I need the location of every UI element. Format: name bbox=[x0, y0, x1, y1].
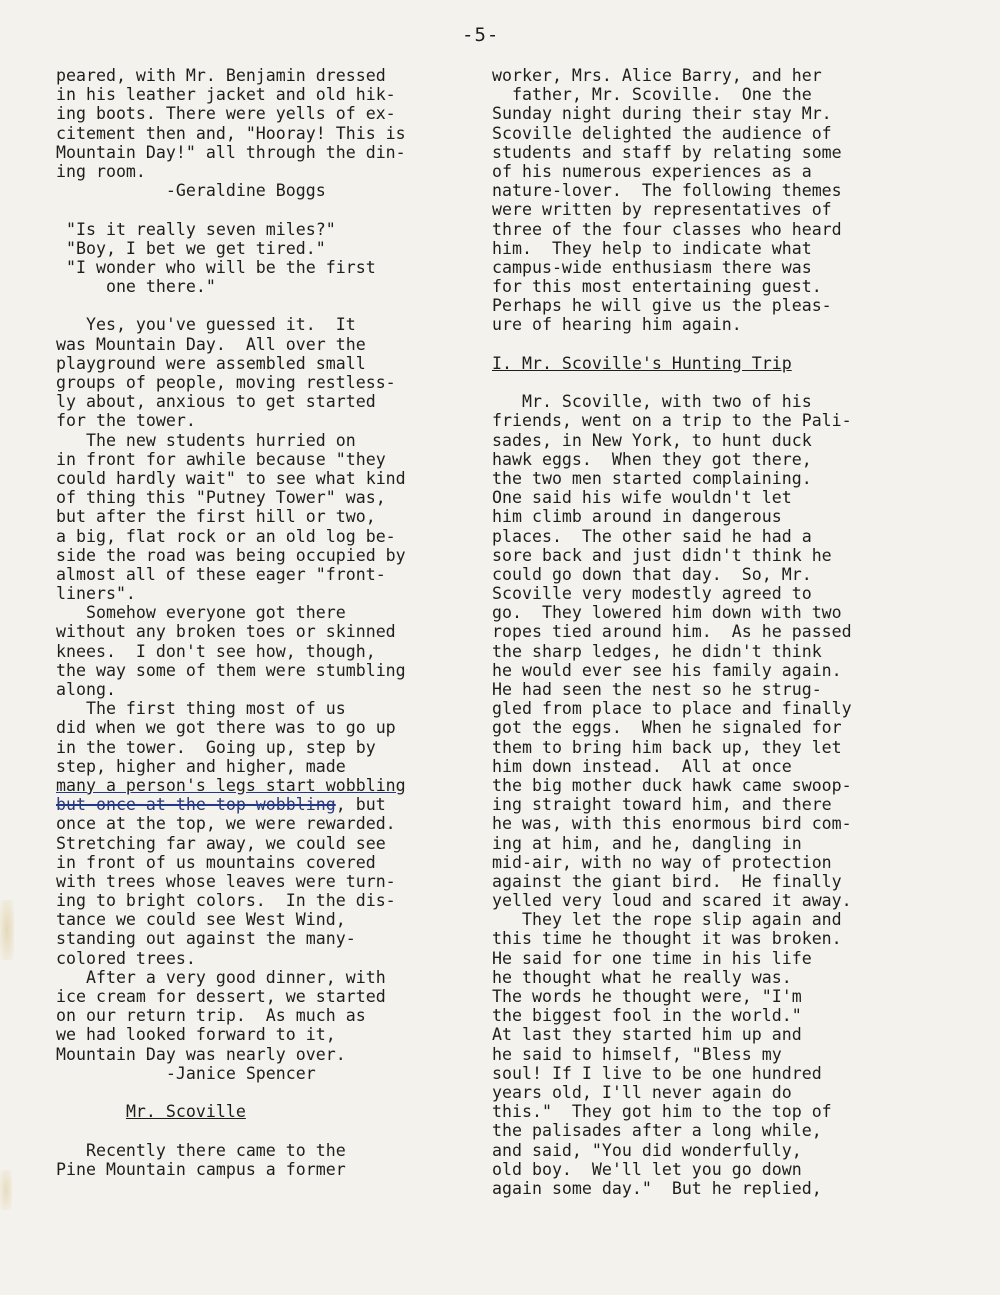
text-line: ing room. bbox=[56, 161, 146, 181]
text-line: Recently there came to the bbox=[56, 1140, 346, 1160]
text-line: students and staff by relating some bbox=[492, 142, 842, 162]
text-line: knees. I don't see how, though, bbox=[56, 641, 376, 661]
text-line: He said for one time in his life bbox=[492, 948, 812, 968]
text-line: Scoville very modestly agreed to bbox=[492, 584, 812, 604]
text-line: did when we got there was to go up bbox=[56, 718, 396, 738]
paper-stain bbox=[0, 900, 14, 960]
text-line: -Janice Spencer bbox=[56, 1063, 316, 1083]
text-line: The first thing most of us bbox=[56, 699, 346, 719]
text-line: standing out against the many- bbox=[56, 929, 356, 949]
text-line: he thought what he really was. bbox=[492, 967, 792, 987]
paper-stain bbox=[0, 1170, 12, 1210]
text-line: we had looked forward to it, bbox=[56, 1025, 336, 1045]
text-line: without any broken toes or skinned bbox=[56, 622, 396, 642]
text-line: the big mother duck hawk came swoop- bbox=[492, 775, 852, 795]
text-line: They let the rope slip again and bbox=[492, 910, 842, 930]
text-line: ing straight toward him, and there bbox=[492, 795, 832, 815]
text-line: in front for awhile because "they bbox=[56, 449, 386, 469]
text-line: but after the first hill or two, bbox=[56, 507, 376, 527]
text-line: him down instead. All at once bbox=[492, 756, 792, 776]
text-line: ing to bright colors. In the dis- bbox=[56, 891, 396, 911]
text-line: the palisades after a long while, bbox=[492, 1121, 822, 1141]
text-line: once at the top, we were rewarded. bbox=[56, 814, 396, 834]
text-line: against the giant bird. He finally bbox=[492, 871, 842, 891]
text-line: three of the four classes who heard bbox=[492, 219, 842, 239]
text-line bbox=[492, 373, 922, 392]
text-line bbox=[56, 1083, 478, 1102]
text-line: one there." bbox=[56, 277, 216, 297]
text-line: friends, went on a trip to the Pali- bbox=[492, 411, 852, 431]
text-line: hawk eggs. When they got there, bbox=[492, 449, 812, 469]
text-line: "Is it really seven miles?" bbox=[56, 219, 336, 239]
text-line: nature-lover. The following themes bbox=[492, 181, 842, 201]
left-column bbox=[56, 66, 478, 1179]
text-line: ure of hearing him again. bbox=[492, 315, 742, 335]
text-line: almost all of these eager "front- bbox=[56, 564, 386, 584]
text-line: he was, with this enormous bird com- bbox=[492, 814, 852, 834]
text-line: colored trees. bbox=[56, 948, 196, 968]
text-line: was Mountain Day. All over the bbox=[56, 334, 366, 354]
text-line: of his numerous experiences as a bbox=[492, 161, 812, 181]
text-line: old boy. We'll let you go down bbox=[492, 1159, 802, 1179]
text-line: After a very good dinner, with bbox=[56, 967, 386, 987]
text-line: The words he thought were, "I'm bbox=[492, 987, 802, 1006]
text-line: liners". bbox=[56, 584, 136, 604]
text-line: got the eggs. When he signaled for bbox=[492, 718, 842, 738]
text-line: Yes, you've guessed it. It bbox=[56, 315, 356, 335]
text-line: "Boy, I bet we get tired." bbox=[56, 238, 326, 258]
text-line: him. They help to indicate what bbox=[492, 238, 812, 258]
text-line: yelled very loud and scared it away. bbox=[492, 891, 852, 911]
text-line: a big, flat rock or an old log be- bbox=[56, 526, 396, 546]
text-line: with trees whose leaves were turn- bbox=[56, 871, 396, 891]
text-line: campus-wide enthusiasm there was bbox=[492, 257, 812, 277]
text-line: Somehow everyone got there bbox=[56, 603, 346, 623]
text-line: years old, I'll never again do bbox=[492, 1082, 792, 1102]
text-line: step, higher and higher, made bbox=[56, 756, 346, 776]
text-line bbox=[56, 1102, 478, 1121]
text-line: this time he thought it was broken. bbox=[492, 929, 842, 949]
text-line: The new students hurried on bbox=[56, 430, 356, 450]
right-column bbox=[492, 66, 922, 1198]
page-number: -5- bbox=[462, 24, 500, 46]
text-line: Perhaps he will give us the pleas- bbox=[492, 296, 832, 316]
text-line: ing boots. There were yells of ex- bbox=[56, 104, 396, 124]
text-line: groups of people, moving restless- bbox=[56, 373, 396, 392]
text-line: were written by representatives of bbox=[492, 200, 832, 220]
text-line bbox=[56, 296, 478, 315]
text-line: could go down that day. So, Mr. bbox=[492, 564, 812, 584]
text-line: along. bbox=[56, 680, 116, 699]
text-line: tance we could see West Wind, bbox=[56, 910, 346, 930]
text-line: sore back and just didn't think he bbox=[492, 545, 832, 565]
text-line: -Geraldine Boggs bbox=[56, 181, 326, 201]
text-line: the two men started complaining. bbox=[492, 468, 812, 488]
text-line: Mountain Day was nearly over. bbox=[56, 1044, 346, 1064]
text-line: for the tower. bbox=[56, 411, 196, 431]
text-line: and said, "You did wonderfully, bbox=[492, 1140, 802, 1160]
text-line: of thing this "Putney Tower" was, bbox=[56, 488, 386, 508]
text-line: in his leather jacket and old hik- bbox=[56, 85, 396, 105]
text-line: Stretching far away, we could see bbox=[56, 833, 386, 853]
text-line: places. The other said he had a bbox=[492, 526, 812, 546]
text-line: Scoville delighted the audience of bbox=[492, 123, 832, 143]
section-heading: Mr. Scoville bbox=[125, 1102, 246, 1122]
text-line: side the road was being occupied by bbox=[56, 545, 406, 565]
text-line: At last they started him up and bbox=[492, 1025, 802, 1045]
text-line: the way some of them were stumbling bbox=[56, 660, 406, 680]
text-line: mid-air, with no way of protection bbox=[492, 852, 832, 872]
text-line: for this most entertaining guest. bbox=[492, 277, 822, 297]
text-line: citement then and, "Hooray! This is bbox=[56, 123, 406, 143]
text-line: many a person's legs start wobbling bbox=[56, 775, 406, 795]
text-line: gled from place to place and finally bbox=[492, 699, 852, 719]
section-heading: I. Mr. Scoville's Hunting Trip bbox=[492, 353, 792, 373]
text-line: but once at the top wobbling, but bbox=[56, 795, 386, 815]
text-line: this." They got him to the top of bbox=[492, 1102, 832, 1122]
text-line: the sharp ledges, he didn't think bbox=[492, 641, 822, 661]
text-line: worker, Mrs. Alice Barry, and her bbox=[492, 66, 822, 85]
text-line: ropes tied around him. As he passed bbox=[492, 622, 852, 642]
text-line: again some day." But he replied, bbox=[492, 1178, 822, 1198]
text-line: go. They lowered him down with two bbox=[492, 603, 842, 623]
text-line: in front of us mountains covered bbox=[56, 852, 376, 872]
text-line: soul! If I live to be one hundred bbox=[492, 1063, 822, 1083]
text-line bbox=[492, 335, 922, 354]
text-line: Mr. Scoville, with two of his bbox=[492, 392, 812, 412]
text-line: him climb around in dangerous bbox=[492, 507, 782, 527]
text-line: ice cream for dessert, we started bbox=[56, 987, 386, 1006]
text-line: he would ever see his family again. bbox=[492, 660, 842, 680]
text-line: he said to himself, "Bless my bbox=[492, 1044, 782, 1064]
text-line: One said his wife wouldn't let bbox=[492, 488, 792, 508]
text-line: "I wonder who will be the first bbox=[56, 257, 376, 277]
text-line: He had seen the nest so he strug- bbox=[492, 680, 822, 699]
text-line: ing at him, and he, dangling in bbox=[492, 833, 802, 853]
text-line bbox=[492, 354, 922, 373]
text-line: sades, in New York, to hunt duck bbox=[492, 430, 812, 450]
text-line: in the tower. Going up, step by bbox=[56, 737, 376, 757]
text-line: them to bring him back up, they let bbox=[492, 737, 842, 757]
text-line: ly about, anxious to get started bbox=[56, 392, 376, 412]
text-line: Pine Mountain campus a former bbox=[56, 1159, 346, 1179]
text-line: could hardly wait" to see what kind bbox=[56, 468, 406, 488]
text-line: playground were assembled small bbox=[56, 353, 366, 373]
text-line bbox=[56, 200, 478, 219]
text-line: father, Mr. Scoville. One the bbox=[492, 85, 812, 105]
text-line: Sunday night during their stay Mr. bbox=[492, 104, 832, 124]
text-line: peared, with Mr. Benjamin dressed bbox=[56, 66, 386, 85]
text-line bbox=[56, 1121, 478, 1140]
text-line: the biggest fool in the world." bbox=[492, 1006, 802, 1026]
text-line: on our return trip. As much as bbox=[56, 1006, 366, 1026]
struck-text: but once at the top wobbling bbox=[56, 795, 336, 815]
text-line: Mountain Day!" all through the din- bbox=[56, 142, 406, 162]
